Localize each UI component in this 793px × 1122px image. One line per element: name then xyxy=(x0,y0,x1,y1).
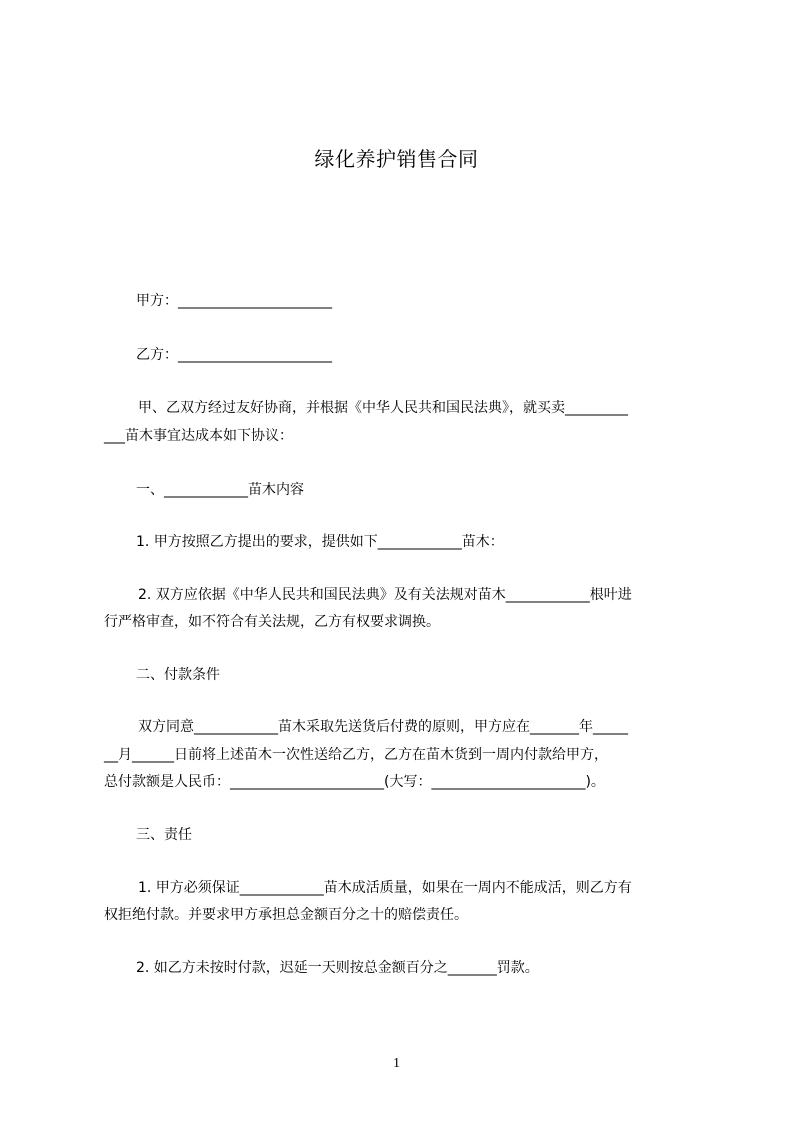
section-1-item-2-line-1: 2. 双方应依据《中华人民共和国民法典》及有关法规对苗木____________根叶进 xyxy=(138,587,632,603)
section-3-item-1-line-1: 1. 甲方必须保证____________苗木成活质量，如果在一周内不能成活，则乙方有 xyxy=(138,880,632,896)
section-2-body-line-3: 总付款额是人民币：______________________(大写：______________________)。 xyxy=(104,774,605,790)
section-3-item-2: 2. 如乙方未按时付款，迟延一天则按总金额百分之_______罚款。 xyxy=(136,960,539,976)
intro-line-1: 甲、乙双方经过友好协商，并根据《中华人民共和国民法典》，就买卖_________ xyxy=(138,400,628,416)
party-a-line: 甲方：______________________ xyxy=(136,293,332,309)
section-2-body-line-1: 双方同意____________苗木采取先送货后付费的原则，甲方应在_______年_____ xyxy=(138,719,628,735)
section-1-heading: 一、____________苗木内容 xyxy=(136,482,304,498)
section-3-heading: 三、责任 xyxy=(136,827,192,843)
document-title: 绿化养护销售合同 xyxy=(314,147,479,171)
section-2-body-line-2: __月______日前将上述苗木一次性送给乙方，乙方在苗木货到一周内付款给甲方， xyxy=(104,747,608,763)
section-1-item-2-line-2: 行严格审查，如不符合有关法规，乙方有权要求调换。 xyxy=(104,614,440,630)
party-b-line: 乙方：______________________ xyxy=(136,347,332,363)
section-2-heading: 二、付款条件 xyxy=(136,667,220,683)
page-number: 1 xyxy=(393,1056,400,1071)
section-3-item-1-line-2: 权拒绝付款。并要求甲方承担总金额百分之十的赔偿责任。 xyxy=(104,907,468,923)
section-1-item-1: 1. 甲方按照乙方提出的要求，提供如下____________苗木： xyxy=(136,534,504,550)
intro-line-2: ___苗木事宜达成本如下协议： xyxy=(104,428,293,444)
